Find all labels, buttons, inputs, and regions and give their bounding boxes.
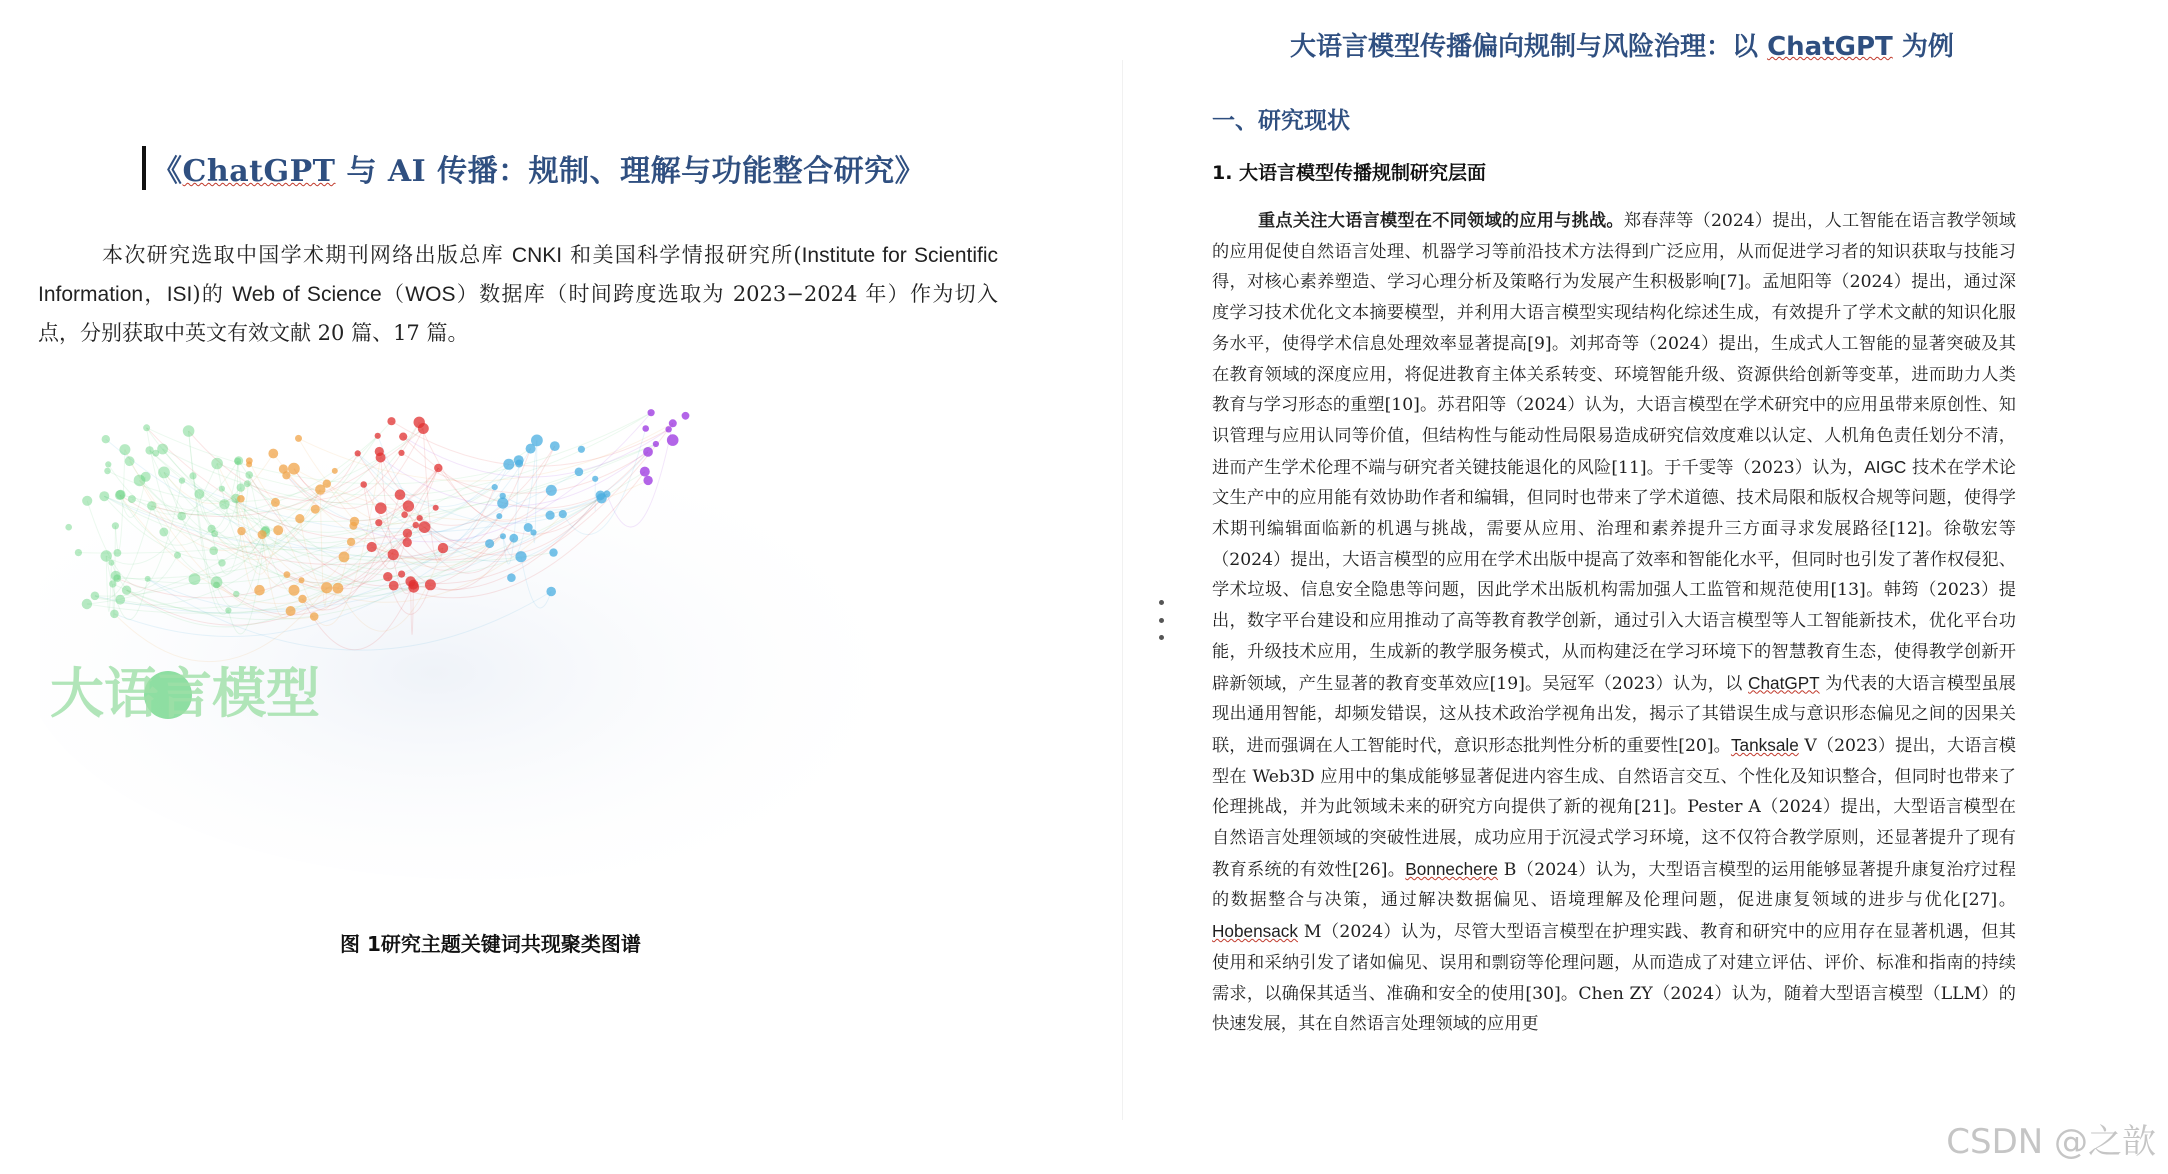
- network-node: [159, 528, 168, 537]
- network-node: [643, 476, 652, 485]
- body-text-6: M（2024）认为，尽管大型语言模型在护理实践、教育和研究中的应用存在显著机遇，但其使用和采纳引发了诸如偏见、误用和剽窃等伦理问题，从而造成了对建立评估、评价、标准和指南的持续需求，以确保其适当、准确和安全的使用[30]。Chen ZY（2024）认为，随着大型语言模型（LLM）的快速发展，其在自然语言处理领域的应用更: [1212, 922, 2016, 1035]
- network-node: [403, 529, 412, 538]
- network-node: [110, 610, 119, 619]
- network-node: [575, 468, 584, 477]
- network-node: [75, 549, 82, 556]
- network-node: [403, 538, 412, 547]
- network-node: [134, 475, 146, 487]
- network-node: [311, 505, 320, 514]
- network-node: [298, 595, 306, 603]
- network-node: [119, 444, 130, 455]
- network-node: [395, 489, 406, 500]
- network-labels: [50, 662, 320, 725]
- network-node: [388, 549, 399, 560]
- network-node: [503, 459, 514, 470]
- network-node: [116, 490, 126, 500]
- body-text-5: B（2024）认为，大型语言模型的运用能够显著提升康复治疗过程的数据整合与决策，通过解决数据偏见、语境理解及伦理问题，促进康复领域的进步与优化[27]。: [1212, 859, 2016, 911]
- network-node: [643, 447, 653, 457]
- network-node: [128, 495, 136, 503]
- network-node: [65, 524, 72, 531]
- network-node: [530, 529, 536, 535]
- network-node: [108, 560, 114, 566]
- section-heading: 一、研究现状: [1212, 108, 1350, 134]
- network-node: [648, 409, 655, 416]
- body-chatgpt: ChatGPT: [1748, 672, 1820, 693]
- body-text-1: 郑春萍等（2024）提出，人工智能在语言教学领域的应用促使自然语言处理、机器学习等前沿技术方法得到广泛应用，从而促进学习者的知识获取与技能习得，对核心素养塑造、学习心理分析及策略行为发展产生积极影响[7]。孟旭阳等（2024）提出，通过深度学习技术优化文本摘要模型，并利用大语言模型实现结构化综述生成，有效提升了学术文献的知识化服务水平，使得学术信息处理效率显著提高[9]。刘邦奇等（2024）提出，生成式人工智能的显著突破及其在教育领域的深度应用，将促进教育主体关系转变、环境智能升级、资源供给创新等变革，进而助力人类教育与学习形态的重塑[10]。苏君阳等（2024）认为，大语言模型在学术研究中的应用虽带来原创性、知识管理与应用认同等价值，但结构性与能动性局限易造成研究信效度难以认定、人机角色责任划分不清，进而产生学术伦理不端与研究者关键技能退化的风险[11]。于千雯等（2023）认为，: [1212, 211, 2016, 478]
- network-node: [211, 530, 218, 537]
- network-node: [179, 477, 185, 483]
- network-node: [419, 521, 431, 533]
- network-node: [225, 607, 231, 613]
- network-node: [500, 533, 506, 539]
- network-node: [413, 522, 419, 528]
- network-node: [417, 515, 423, 521]
- network-node: [145, 576, 151, 582]
- network-node: [258, 530, 267, 539]
- network-node: [387, 417, 395, 425]
- network-node: [194, 489, 204, 499]
- network-node: [433, 505, 439, 511]
- network-node: [152, 450, 159, 457]
- network-node: [507, 573, 516, 582]
- network-node: [295, 435, 302, 442]
- network-node: [289, 585, 300, 596]
- network-node: [333, 583, 344, 594]
- network-node: [332, 468, 338, 474]
- body-text-2: 技术在学术论文生产中的应用能有效协助作者和编辑，但同时也带来了学术道德、技术局限和版权合规等问题，使得学术期刊编辑面临新的机遇与挑战，需要从应用、治理和素养提升三方面寻求发展路径[12]。徐敬宏等（2024）提出，大语言模型的应用在学术出版中提高了效率和智能化水平，但同时也引发了著作权侵犯、学术垃圾、信息安全隐患等问题，因此学术出版机构需加强人工监管和规范使用[13]。韩筠（2023）提出，数字平台建设和应用推动了高等教育教学创新，通过引入大语言模型等人工智能新技术，优化平台功能，升级技术应用，生成新的教学服务模式，从而构建泛在学习环境下的智慧教育生态，使得教学创新开辟新领域，产生显著的教育变革效应[19]。吴冠军（2023）认为，以: [1212, 457, 2016, 694]
- intro-text-2: 和美国科学情报研究所(: [562, 243, 802, 267]
- network-node: [515, 551, 526, 562]
- network-node: [279, 464, 288, 473]
- left-page-title: [142, 146, 925, 190]
- intro-paragraph: [38, 236, 998, 352]
- network-node: [642, 425, 649, 432]
- network-node: [234, 456, 243, 465]
- network-node: [245, 471, 253, 479]
- intro-text-1: 本次研究选取中国学术期刊网络出版总库: [102, 243, 512, 267]
- network-node: [355, 450, 361, 456]
- network-node: [91, 592, 100, 601]
- intro-text-3: )的: [192, 282, 233, 306]
- network-node: [82, 599, 92, 609]
- network-node: [360, 481, 367, 488]
- network-node: [546, 587, 556, 597]
- body-bonnechere: Bonnechere: [1405, 858, 1498, 879]
- intro-isi: Institute for Scientific Information，ISI: [38, 244, 998, 306]
- network-node: [549, 548, 557, 556]
- network-node: [389, 581, 399, 591]
- network-node: [237, 483, 245, 491]
- network-node: [414, 417, 425, 428]
- network-node: [174, 552, 181, 559]
- network-node: [122, 586, 131, 595]
- network-node: [99, 491, 109, 501]
- body-hobensack: Hobensack: [1212, 921, 1298, 942]
- network-node: [233, 591, 239, 597]
- network-halo: [40, 420, 940, 880]
- network-node: [177, 512, 186, 521]
- network-node: [112, 522, 119, 529]
- title-chatgpt: ChatGPT: [182, 154, 336, 189]
- network-node: [546, 511, 555, 520]
- title-rest: 与 AI 传播：规制、理解与功能整合研究》: [335, 154, 926, 189]
- network-node: [376, 453, 386, 463]
- network-node: [288, 463, 300, 475]
- network-node: [496, 513, 502, 519]
- network-node: [209, 546, 218, 555]
- network-node: [405, 576, 415, 586]
- network-node: [271, 498, 280, 507]
- network-node: [211, 458, 223, 470]
- network-node: [398, 450, 404, 456]
- network-node: [438, 543, 448, 553]
- body-text-4: V（2023）提出，大语言模型在 Web3D 应用中的集成能够显著促进内容生成、自然语言交互、个性化及知识整合，但同时也带来了伦理挑战，并为此领域未来的研究方向提供了新的视角[21]。Pester A（2024）提出，大型语言模型在自然语言处理领域的突破性进展，成功应用于沉浸式学习环境，这不仅符合教学原则，还显著提升了现有教育系统的有效性[26]。: [1212, 735, 2016, 880]
- network-node: [682, 412, 690, 420]
- network-node: [546, 485, 557, 496]
- network-node: [82, 496, 92, 506]
- network-node: [665, 426, 671, 432]
- network-node: [105, 461, 111, 467]
- network-node: [109, 580, 116, 587]
- figure-caption: 图 1研究主题关键词共现聚类图谱: [340, 932, 641, 956]
- network-node: [268, 449, 278, 459]
- network-node: [559, 510, 567, 518]
- network-node: [211, 576, 223, 588]
- network-node: [383, 572, 392, 581]
- network-node: [550, 441, 560, 451]
- network-node: [219, 486, 225, 492]
- network-node: [403, 500, 414, 511]
- intro-cnki: CNKI: [511, 244, 563, 267]
- body-tanksale: Tanksale: [1730, 734, 1799, 755]
- network-node: [183, 425, 195, 437]
- network-node: [485, 539, 494, 548]
- network-node: [434, 464, 442, 472]
- network-node: [350, 517, 359, 526]
- body-paragraph: [1212, 206, 2016, 1040]
- network-node: [375, 519, 382, 526]
- network-node: [514, 455, 524, 465]
- network-node: [284, 571, 291, 578]
- network-node: [667, 434, 679, 446]
- network-node: [104, 468, 111, 475]
- network-node: [295, 514, 304, 523]
- more-options-icon[interactable]: [1156, 600, 1166, 640]
- title-bracket: 《: [152, 154, 183, 189]
- network-node: [578, 446, 585, 453]
- network-node: [310, 612, 319, 621]
- network-node: [237, 495, 245, 503]
- network-node: [398, 571, 405, 578]
- intro-text-4: 数据库（时间跨度选取为 2023−2024 年）作为切入点，分别获取中英文有效文献 20 篇、17 篇。: [38, 282, 998, 345]
- network-node: [114, 549, 122, 557]
- page-divider: [1122, 60, 1123, 1120]
- network-node: [347, 538, 355, 546]
- network-node: [640, 467, 650, 477]
- subsection-heading: 1. 大语言模型传播规制研究层面: [1212, 162, 1487, 184]
- network-node: [653, 441, 659, 447]
- network-node: [321, 582, 332, 593]
- network-node: [218, 559, 225, 566]
- network-node: [299, 577, 305, 583]
- network-node: [526, 444, 536, 454]
- network-node: [254, 585, 265, 596]
- right-title-chatgpt: ChatGPT: [1767, 32, 1893, 62]
- body-lead: 重点关注大语言模型在不同领域的应用与挑战。: [1258, 211, 1624, 231]
- network-node: [125, 456, 135, 466]
- network-node: [189, 573, 201, 585]
- body-text-3: 为代表的大语言模型虽展现出通用智能，却频发错误，这从技术政治学视角出发，揭示了其错误生成与意识形态偏见之间的因果关联，进而强调在人工智能时代，意识形态批判性分析的重要性[20]。: [1212, 673, 2016, 756]
- network-node: [115, 595, 125, 605]
- body-aigc: AIGC: [1864, 456, 1907, 477]
- right-title-text-1: 大语言模型传播偏向规制与风险治理：以: [1290, 32, 1768, 62]
- network-node: [143, 424, 150, 431]
- network-node: [237, 527, 245, 535]
- network-node: [189, 472, 196, 479]
- network-node: [375, 433, 381, 439]
- network-node: [401, 511, 408, 518]
- network-node: [399, 433, 407, 441]
- network-node: [147, 501, 156, 510]
- network-node: [323, 480, 331, 488]
- network-node: [497, 498, 508, 509]
- network-node: [367, 542, 377, 552]
- keyword-cooccurrence-network: [40, 400, 1040, 900]
- right-page-title: [1290, 26, 1954, 63]
- big-cluster-label: 大语言模型: [50, 662, 320, 725]
- network-node: [492, 484, 498, 490]
- right-title-text-2: 为例: [1892, 32, 1954, 62]
- network-node: [158, 467, 170, 479]
- network-node: [339, 552, 350, 563]
- network-node: [246, 461, 252, 467]
- network-node: [592, 476, 598, 482]
- network-node: [244, 480, 251, 487]
- network-node: [102, 435, 110, 443]
- network-node: [596, 491, 606, 501]
- network-node: [669, 419, 677, 427]
- network-node: [509, 534, 518, 543]
- network-node: [375, 502, 387, 514]
- network-node: [273, 525, 283, 535]
- network-node: [286, 606, 296, 616]
- watermark: CSDN @之歆: [1946, 1122, 2156, 1162]
- intro-wos: Web of Science（WOS）: [232, 283, 480, 306]
- network-node: [425, 579, 436, 590]
- network-node: [219, 499, 229, 509]
